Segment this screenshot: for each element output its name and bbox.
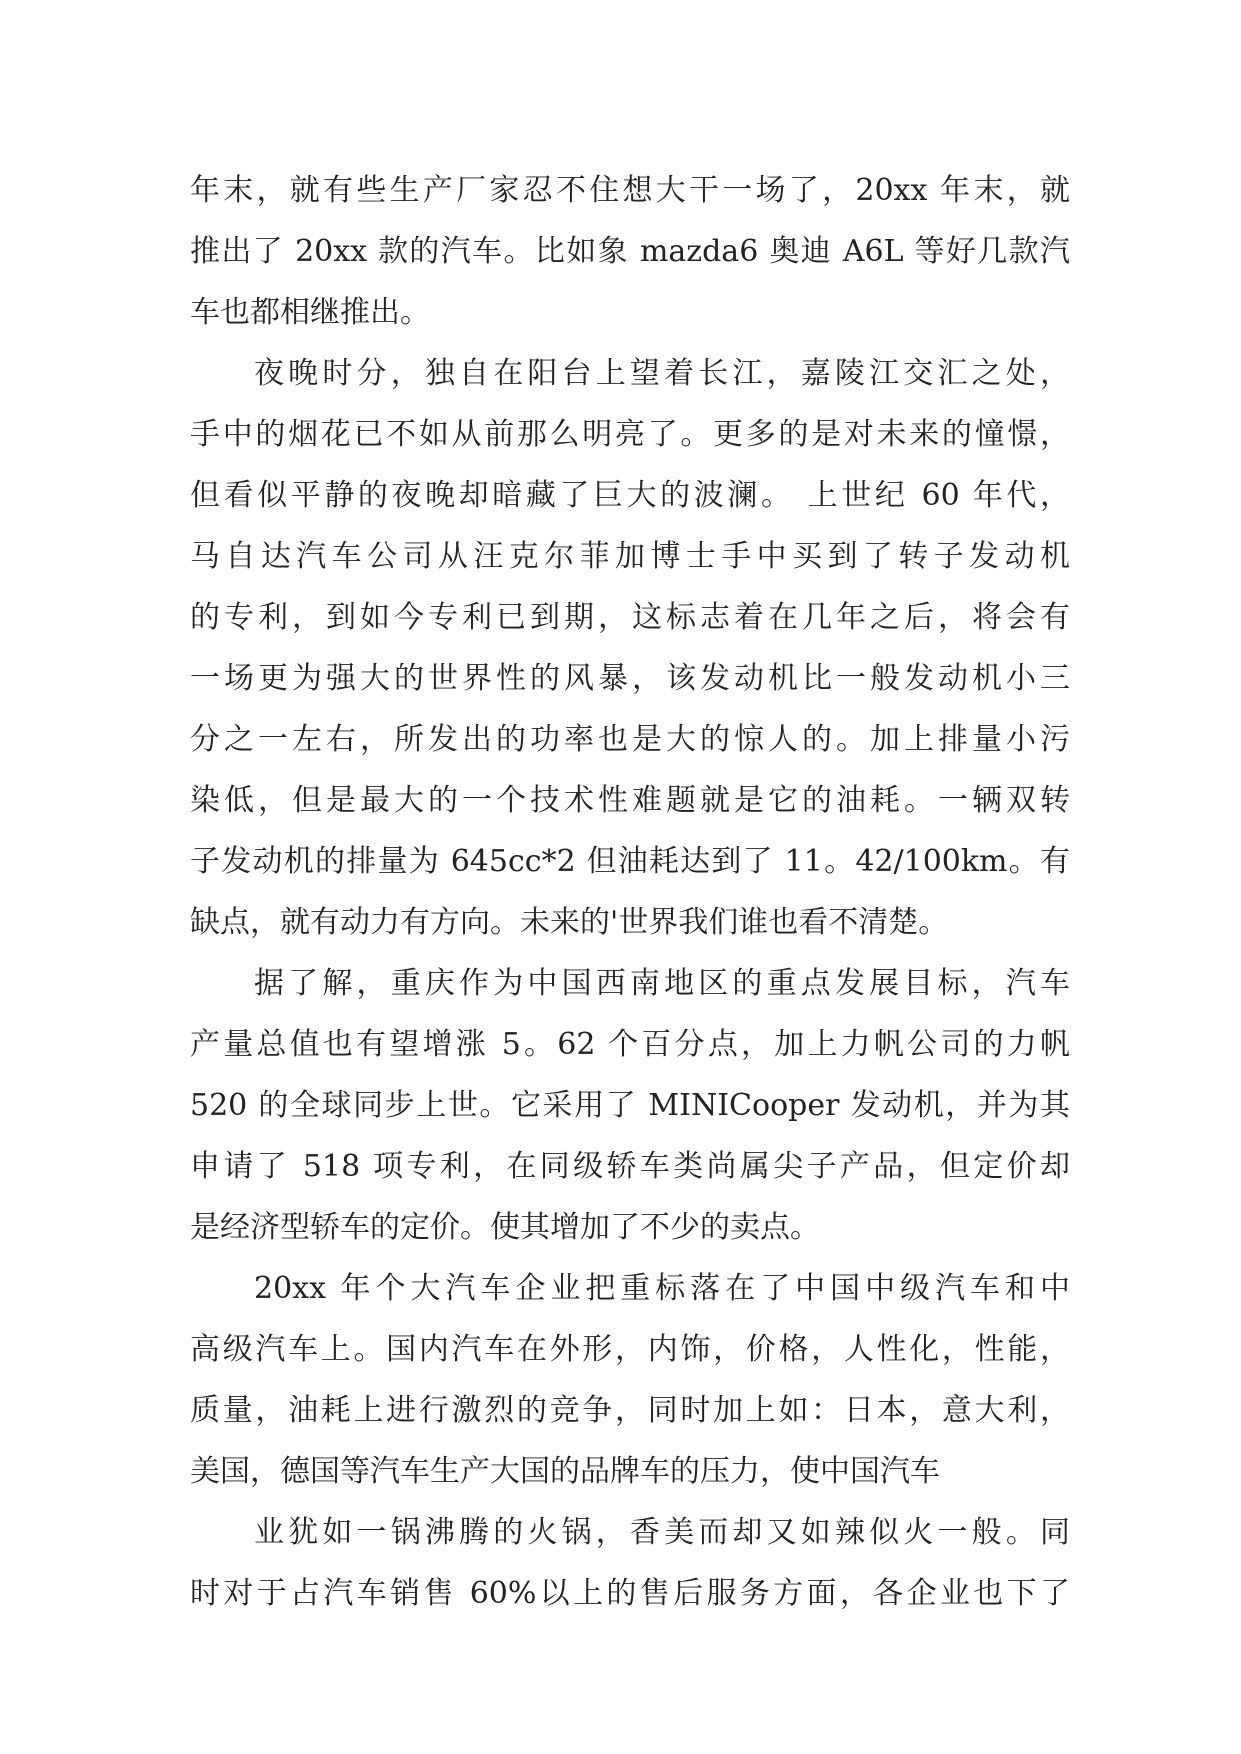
text-line: 的专利，到如今专利已到期，这标志着在几年之后，将会有: [190, 600, 1070, 635]
text-line: 分之一左右，所发出的功率也是大的惊人的。加上排量小污: [190, 722, 1070, 757]
text-line: 质量，油耗上进行激烈的竞争，同时加上如：日本，意大利，: [190, 1393, 1070, 1428]
text-line: 车也都相继推出。: [190, 295, 430, 330]
text-line: 马自达汽车公司从汪克尔菲加博士手中买到了转子发动机: [190, 539, 1070, 574]
text-line: 但看似平静的夜晚却暗藏了巨大的波澜。 上世纪 60 年代，: [190, 478, 1070, 513]
text-line: 美国，德国等汽车生产大国的品牌车的压力，使中国汽车: [190, 1454, 940, 1489]
paragraph-1: [190, 160, 1070, 343]
text-line: 520 的全球同步上世。它采用了 MINICooper 发动机，并为其: [190, 1088, 1070, 1123]
text-line: 高级汽车上。国内汽车在外形，内饰，价格，人性化，性能，: [190, 1332, 1070, 1367]
text-line: 夜晚时分，独自在阳台上望着长江，嘉陵江交汇之处，: [254, 356, 1070, 391]
text-line: 产量总值也有望增涨 5。62 个百分点，加上力帆公司的力帆: [190, 1027, 1070, 1062]
text-line: 缺点，就有动力有方向。未来的'世界我们谁也看不清楚。: [190, 905, 949, 940]
text-line: 染低，但是最大的一个技术性难题就是它的油耗。一辆双转: [190, 783, 1070, 818]
paragraph-5: [190, 1502, 1070, 1624]
text-line: 20xx 年个大汽车企业把重标落在了中国中级汽车和中: [254, 1271, 1070, 1306]
text-line: 申请了 518 项专利，在同级轿车类尚属尖子产品，但定价却: [190, 1149, 1070, 1184]
paragraph-4: [190, 1258, 1070, 1502]
text-line: 据了解，重庆作为中国西南地区的重点发展目标，汽车: [254, 966, 1070, 1001]
text-line: 业犹如一锅沸腾的火锅，香美而却又如辣似火一般。同: [254, 1515, 1070, 1550]
text-line: 推出了 20xx 款的汽车。比如象 mazda6 奥迪 A6L 等好几款汽: [190, 234, 1070, 269]
text-line: 一场更为强大的世界性的风暴，该发动机比一般发动机小三: [190, 661, 1070, 696]
text-line: 时对于占汽车销售 60%以上的售后服务方面，各企业也下了: [190, 1576, 1070, 1611]
text-line: 手中的烟花已不如从前那么明亮了。更多的是对未来的憧憬，: [190, 417, 1070, 452]
paragraph-2: [190, 343, 1070, 953]
text-line: 年末，就有些生产厂家忍不住想大干一场了，20xx 年末，就: [190, 173, 1070, 208]
paragraph-3: [190, 953, 1070, 1258]
text-line: 是经济型轿车的定价。使其增加了不少的卖点。: [190, 1210, 820, 1245]
text-line: 子发动机的排量为 645cc*2 但油耗达到了 11。42/100km。有: [190, 844, 1070, 879]
document-body: [190, 160, 1070, 1624]
